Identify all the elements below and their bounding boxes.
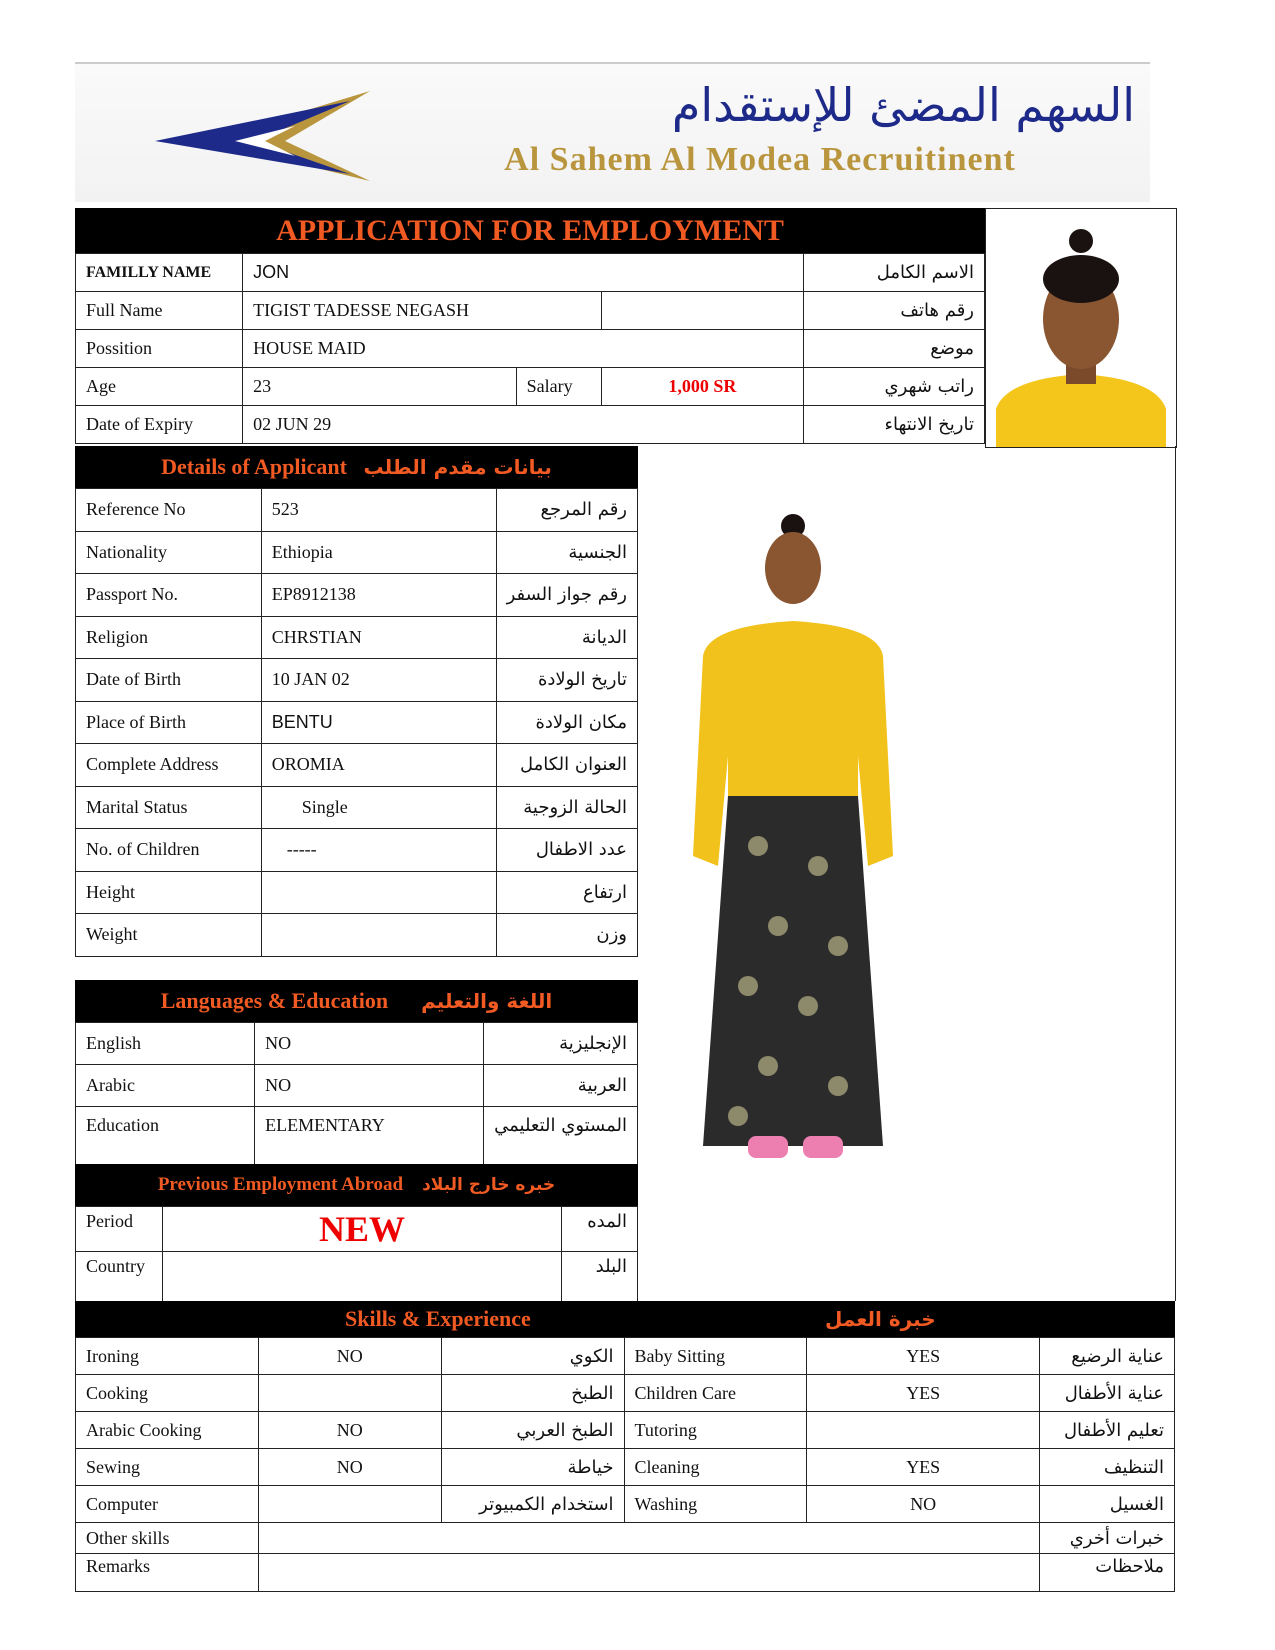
field-label: Religion [76,616,262,659]
period-label-ar: المده [562,1207,638,1252]
skill-label-ar: الطبخ العربي [441,1412,624,1449]
skill-value: YES [807,1449,1040,1486]
field-value: 02 JUN 29 [243,406,804,444]
full-body-photo-icon [678,506,908,1166]
portrait-photo [985,208,1177,448]
skill-value [258,1375,441,1412]
field-value: BENTU [261,701,496,744]
salary-value: 1,000 SR [601,368,803,406]
field-label: Height [76,871,262,914]
table-row [76,1486,1175,1523]
skill-value: NO [258,1449,441,1486]
field-label-ar: وزن [496,914,637,957]
details-title-en: Details of Applicant [161,454,347,479]
field-label-ar: العنوان الكامل [496,744,637,787]
field-label: No. of Children [76,829,262,872]
field-value: Ethiopia [261,531,496,574]
details-section-header [75,446,638,488]
field-label: FAMILLY NAME [76,254,243,292]
salary-label: Salary [516,368,601,406]
field-label: Passport No. [76,574,262,617]
table-row [76,744,638,787]
table-row [76,1412,1175,1449]
skill-label: Baby Sitting [624,1338,807,1375]
company-logo-banner [75,62,1150,202]
table-row [76,292,985,330]
field-label: English [76,1023,255,1065]
skill-label-ar: خياطة [441,1449,624,1486]
table-row [76,914,638,957]
skill-label-ar: الكوي [441,1338,624,1375]
other-skills-label-ar: خبرات أخري [1040,1523,1175,1554]
table-row [76,254,985,292]
skill-label: Children Care [624,1375,807,1412]
previous-title-en: Previous Employment Abroad [157,1174,404,1195]
table-row [76,659,638,702]
field-label-ar: الحالة الزوجية [496,786,637,829]
company-name-english: Al Sahem Al Modea Recruitinent [504,141,1016,178]
field-label: Nationality [76,531,262,574]
skills-title-ar: خبرة العمل [825,1307,936,1331]
other-skills-label: Other skills [76,1523,259,1554]
field-label-ar: عدد الاطفال [496,829,637,872]
table-row [76,829,638,872]
table-row [76,1065,638,1107]
remarks-label: Remarks [76,1554,259,1592]
company-name-arabic: السهم المضئ للإستقدام [671,78,1135,132]
arrow-logo-icon [145,86,375,186]
field-label-ar: رقم المرجع [496,489,637,532]
field-label: Date of Birth [76,659,262,702]
field-value: CHRSTIAN [261,616,496,659]
period-value: NEW [162,1207,561,1252]
skill-label: Tutoring [624,1412,807,1449]
country-value [162,1252,561,1302]
skill-label: Sewing [76,1449,259,1486]
form-title: APPLICATION FOR EMPLOYMENT [75,208,985,253]
field-value: ----- [261,829,496,872]
field-label: Full Name [76,292,243,330]
languages-section-header [75,980,638,1022]
other-skills-value [258,1523,1039,1554]
table-row [76,1252,638,1302]
field-label-ar: رقم جواز السفر [496,574,637,617]
field-label: Weight [76,914,262,957]
field-value: NO [255,1065,484,1107]
field-label: Place of Birth [76,701,262,744]
table-row [76,1375,1175,1412]
field-value [261,871,496,914]
table-row [76,1207,638,1252]
table-row [76,616,638,659]
table-row [76,368,985,406]
field-label: Date of Expiry [76,406,243,444]
field-label-ar: تاريخ الولادة [496,659,637,702]
skill-value [807,1412,1040,1449]
field-value: EP8912138 [261,574,496,617]
skill-label-ar: استخدام الكمبيوتر [441,1486,624,1523]
skill-label-ar: التنظيف [1040,1449,1175,1486]
field-label-ar: موضع [804,330,985,368]
skills-title-en: Skills & Experience [345,1306,531,1331]
table-row [76,330,985,368]
period-label: Period [76,1207,163,1252]
languages-title-en: Languages & Education [160,988,389,1013]
skill-label-ar: عناية الرضيع [1040,1338,1175,1375]
table-row [76,871,638,914]
field-label: Age [76,368,243,406]
table-row [76,1523,1175,1554]
top-info-table [75,253,985,444]
portrait-image-icon [986,209,1176,447]
table-row [76,406,985,444]
table-row [76,1554,1175,1592]
field-value: NO [255,1023,484,1065]
table-row [76,1107,638,1165]
skill-value [258,1486,441,1523]
field-label-ar: الإنجليزية [484,1023,638,1065]
field-label: Reference No [76,489,262,532]
field-label-ar: الديانة [496,616,637,659]
field-value: 523 [261,489,496,532]
skill-label: Cooking [76,1375,259,1412]
field-value: 10 JAN 02 [261,659,496,702]
field-label-ar: المستوي التعليمي [484,1107,638,1165]
photo-panel [638,446,1176,1301]
table-row [76,701,638,744]
table-row [76,574,638,617]
skill-value: NO [807,1486,1040,1523]
field-value [261,914,496,957]
skills-section-header [75,1301,1175,1337]
field-label: Possition [76,330,243,368]
previous-title-ar: خبره خارج البلاد [422,1175,556,1195]
skill-label: Cleaning [624,1449,807,1486]
skill-label-ar: عناية الأطفال [1040,1375,1175,1412]
skill-label: Washing [624,1486,807,1523]
skill-label: Computer [76,1486,259,1523]
blank-cell [601,292,803,330]
remarks-value [258,1554,1039,1592]
skill-label-ar: الطبخ [441,1375,624,1412]
field-label-ar: راتب شهري [804,368,985,406]
table-row [76,489,638,532]
skills-table [75,1337,1175,1592]
table-row [76,1338,1175,1375]
skill-value: NO [258,1412,441,1449]
field-value: TIGIST TADESSE NEGASH [243,292,602,330]
field-value: 23 [243,368,517,406]
field-label: Education [76,1107,255,1165]
skill-value: YES [807,1338,1040,1375]
field-label-ar: تاريخ الانتهاء [804,406,985,444]
field-value: HOUSE MAID [243,330,804,368]
remarks-label-ar: ملاحظات [1040,1554,1175,1592]
table-row [76,786,638,829]
table-row [76,1023,638,1065]
skill-label-ar: الغسيل [1040,1486,1175,1523]
field-label-ar: مكان الولادة [496,701,637,744]
country-label: Country [76,1252,163,1302]
field-label-ar: الاسم الكامل [804,254,985,292]
skill-label-ar: تعليم الأطفال [1040,1412,1175,1449]
field-label: Complete Address [76,744,262,787]
skill-value: YES [807,1375,1040,1412]
table-row [76,1449,1175,1486]
skill-label: Arabic Cooking [76,1412,259,1449]
table-row [76,531,638,574]
skill-label: Ironing [76,1338,259,1375]
field-label: Arabic [76,1065,255,1107]
languages-table [75,1022,638,1165]
field-label-ar: ارتفاع [496,871,637,914]
field-label: Marital Status [76,786,262,829]
previous-employment-header [75,1164,638,1206]
skill-value: NO [258,1338,441,1375]
field-value: JON [243,254,804,292]
previous-employment-table [75,1206,638,1302]
details-title-ar: بيانات مقدم الطلب [363,455,552,479]
field-value: OROMIA [261,744,496,787]
field-label-ar: العربية [484,1065,638,1107]
field-label-ar: الجنسية [496,531,637,574]
field-label-ar: رقم هاتف [804,292,985,330]
field-value: Single [261,786,496,829]
field-value: ELEMENTARY [255,1107,484,1165]
languages-title-ar: اللغة والتعليم [421,989,553,1013]
details-table [75,488,638,957]
country-label-ar: البلد [562,1252,638,1302]
